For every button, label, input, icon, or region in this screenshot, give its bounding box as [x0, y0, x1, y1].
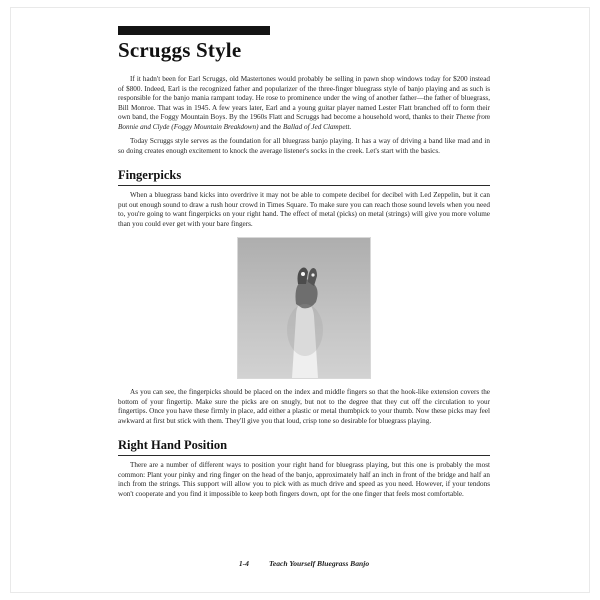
hand-with-fingerpicks-illustration — [238, 238, 370, 378]
section-heading-right-hand-position: Right Hand Position — [118, 438, 490, 456]
intro-paragraph-2: Today Scruggs style serves as the foundation for all bluegrass banjo playing. It has a way of driving a band like mad and in so doing creates enough excitement to knock the average listener's socks in the creek. Let's start with the basics. — [118, 137, 490, 155]
page-content — [118, 26, 490, 504]
page-footer — [118, 559, 490, 568]
section-heading-fingerpicks: Fingerpicks — [118, 168, 490, 186]
fingerpicks-photo — [238, 238, 370, 378]
intro-paragraph-1: If it hadn't been for Earl Scruggs, old Mastertones would probably be selling in pawn shop windows today for $200 instead of $800. Indeed, Earl is the recognized father and popularizer of the three-finger bluegrass style of banjo playing and as such is responsible for the banjo mania rampant today. He rose to prominence under the wing of another father—the father of bluegrass, Bill Monroe. That was in 1945. A few years later, Earl and a young guitar player named Lester Flatt branched off to form their own band, the Foggy Mountain Boys. By the 1960s Flatt and Scruggs had become a household word, thanks to their Theme from Bonnie and Clyde (Foggy Mountain Breakdown) and the Ballad of Jed Clampett. — [118, 75, 490, 131]
title-rule — [118, 26, 270, 35]
fingerpicks-paragraph-after-photo: As you can see, the fingerpicks should be placed on the index and middle fingers so that the hook-like extension covers the bottom of your fingertip. Make sure the picks are on snugly, but not to the degree that they cut off the circulation to your fingertips. Once you have these firmly in place, add either a plastic or metal thumbpick to your thumb. Now these picks may feel awkward at first but stick with them. They'll give you that loud, crisp tone so desirable for bluegrass playing. — [118, 388, 490, 425]
fingerpicks-paragraph: When a bluegrass band kicks into overdrive it may not be able to compete decibel for decibel with Led Zeppelin, but it can put out enough sound to draw a rush hour crowd in Times Square. To make sure you can reach those sound levels when you need to, you're going to want fingerpicks on your right hand. The effect of metal (picks) on metal (strings) will give you more volume than you could ever get with your bare fingers. — [118, 191, 490, 228]
footer-book-title: Teach Yourself Bluegrass Banjo — [268, 559, 370, 568]
page-title: Scruggs Style — [118, 38, 242, 62]
footer-page-number: 1-4 — [238, 559, 249, 568]
right-hand-position-paragraph: There are a number of different ways to position your right hand for bluegrass playing, but this one is probably the most common: Plant your pinky and ring finger on the head of the banjo, approximately half an inch in front of the bridge and half an inch from the strings. This support will allow you to pick with as much drive and speed as you need. However, if your tendons won't cooperate and you find it impossible to keep both fingers down, opt for the one finger that feels most comfortable. — [118, 461, 490, 498]
